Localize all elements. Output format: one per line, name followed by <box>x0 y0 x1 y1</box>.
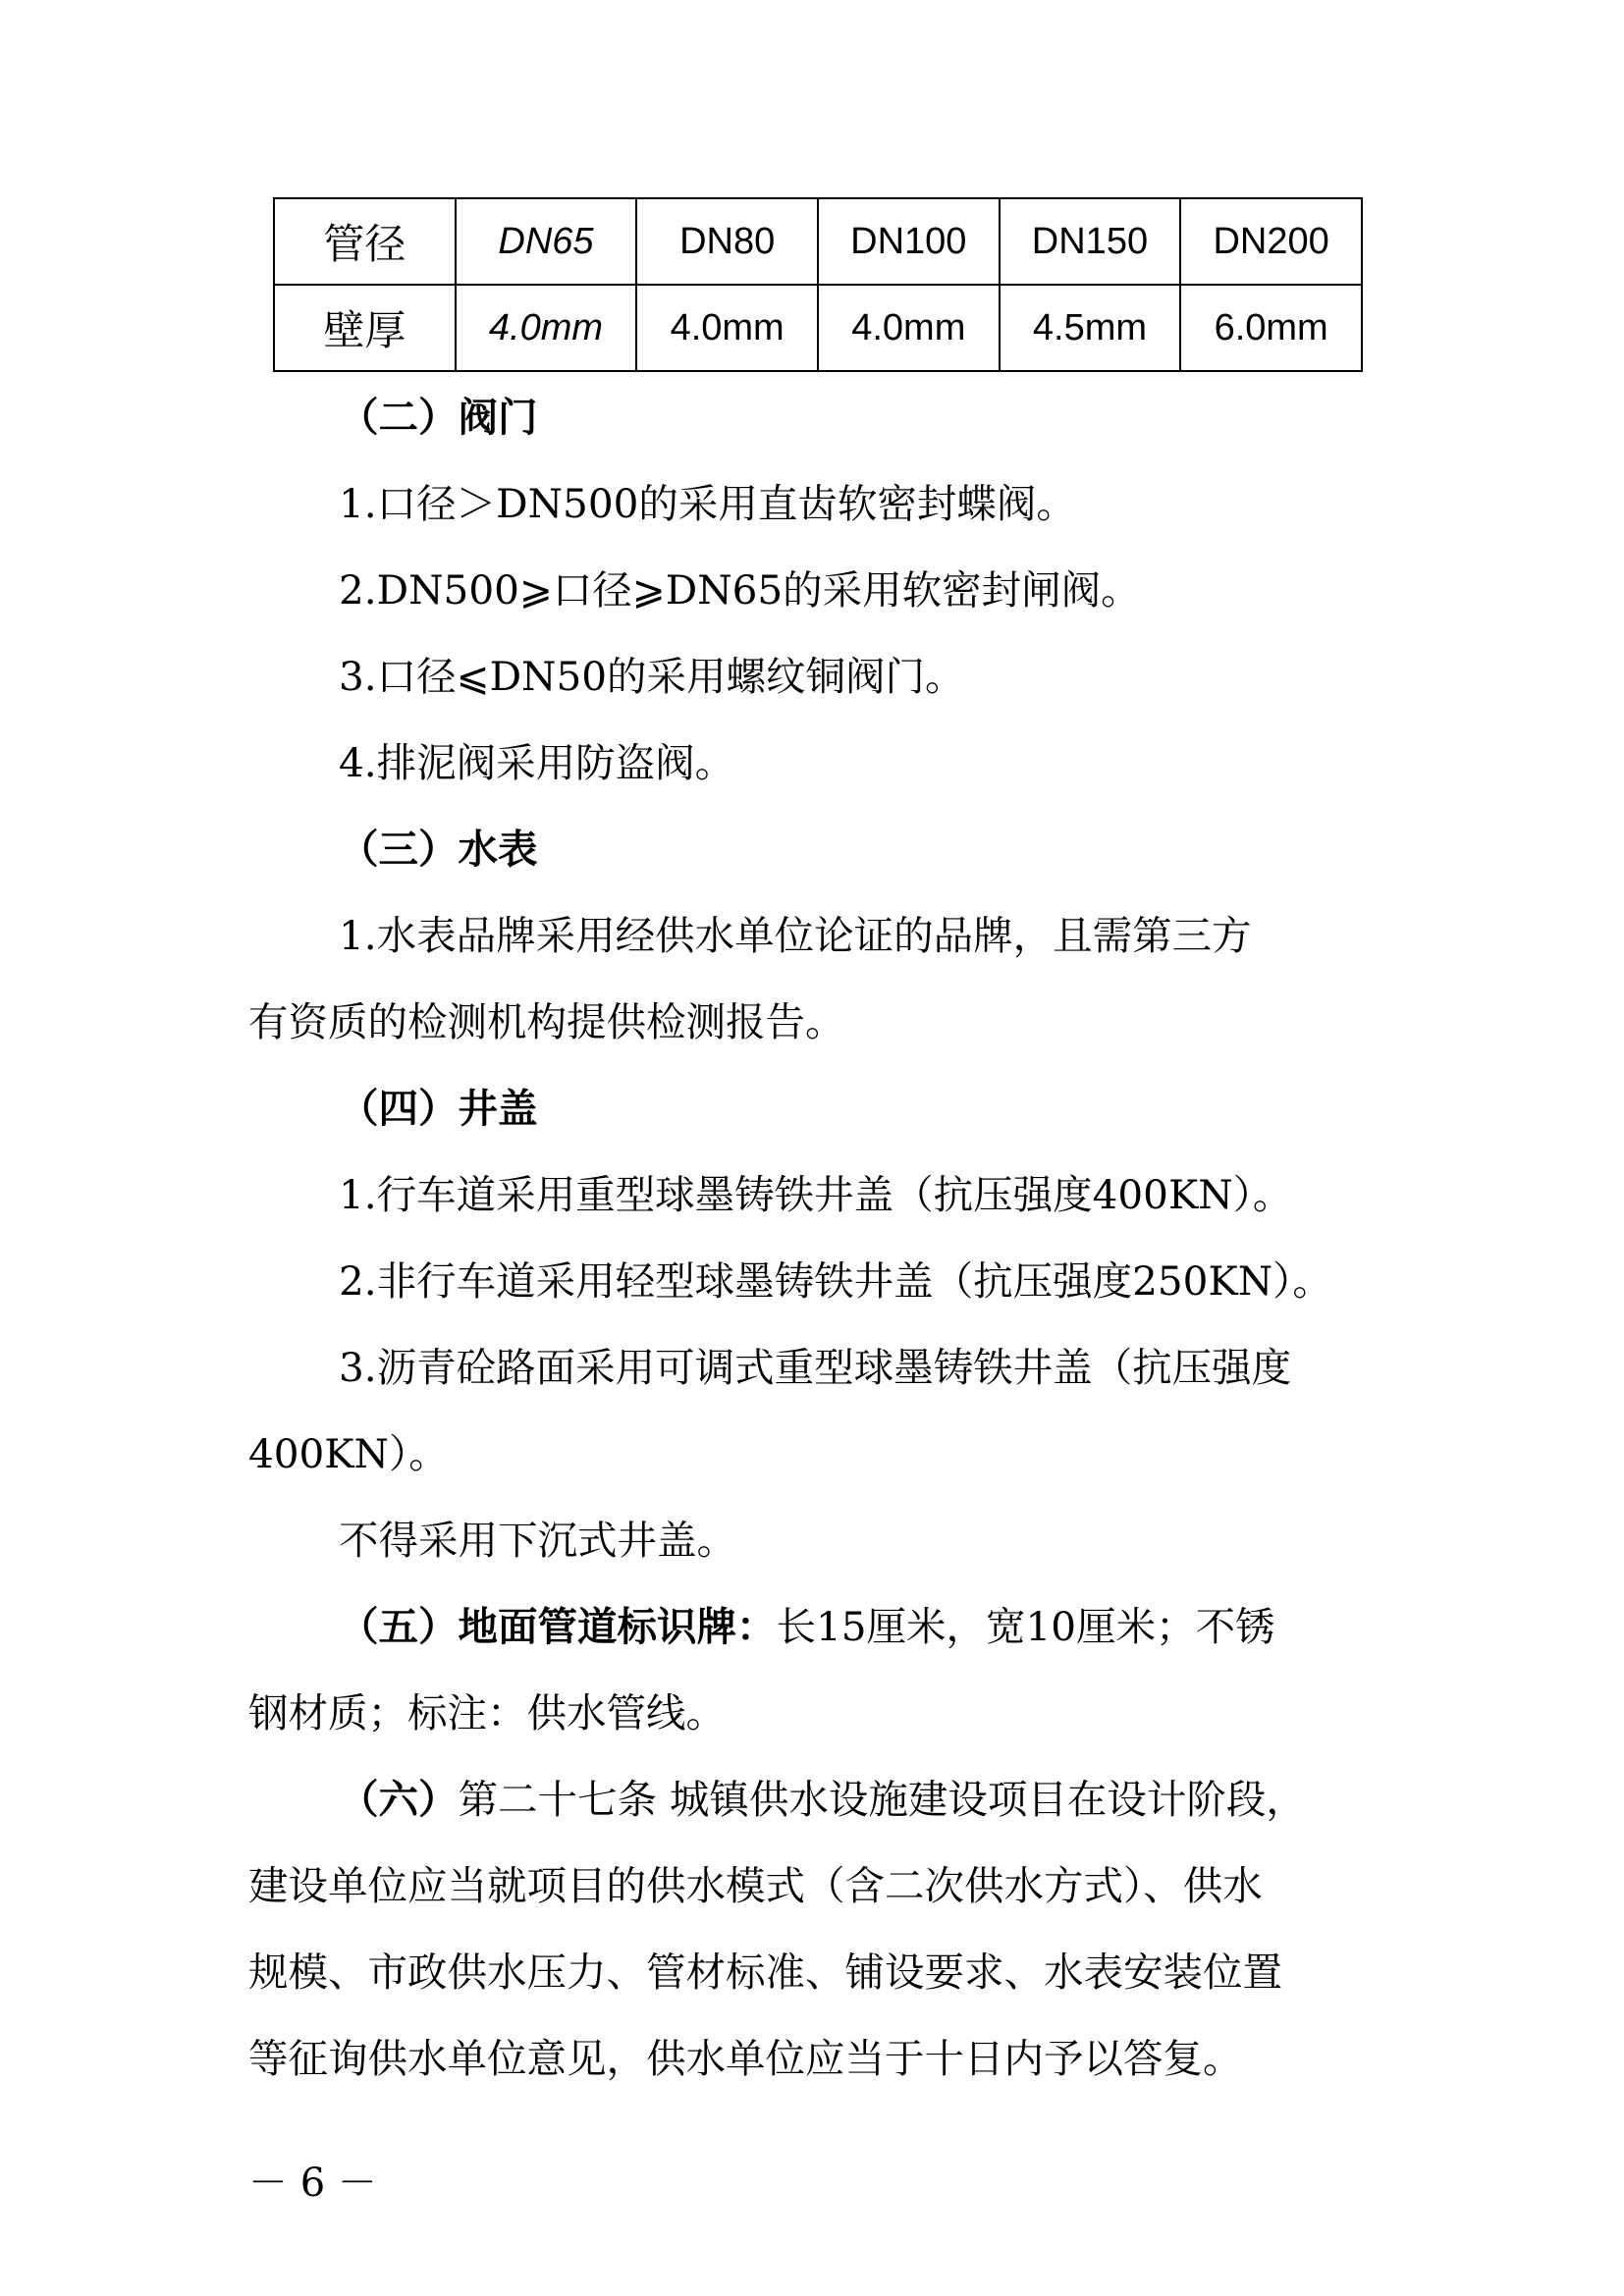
table-cell: 4.0mm <box>636 285 818 371</box>
cover-item-2: 2.非行车道采用轻型球墨铸铁井盖（抗压强度250KN）。 <box>339 1257 1332 1305</box>
table-cell: DN65 <box>456 198 637 285</box>
table-cell: 4.5mm <box>1000 285 1181 371</box>
table-cell: DN100 <box>818 198 1000 285</box>
cover-note: 不得采用下沉式井盖。 <box>339 1517 736 1564</box>
table-row-label: 壁厚 <box>274 285 456 371</box>
table-cell: DN80 <box>636 198 818 285</box>
article-text: 第二十七条 城镇供水设施建设项目在设计阶段， <box>458 1776 1306 1823</box>
meter-text-line-1: 1.水表品牌采用经供水单位论证的品牌，且需第三方 <box>339 912 1252 959</box>
table-cell: DN200 <box>1180 198 1362 285</box>
cover-item-3-line-1: 3.沥青砼路面采用可调式重型球墨铸铁井盖（抗压强度 <box>339 1344 1292 1391</box>
table-cell: 6.0mm <box>1180 285 1362 371</box>
sign-text: 长15厘米，宽10厘米；不锈 <box>776 1603 1275 1650</box>
section-heading-sign: （五）地面管道标识牌： <box>339 1603 777 1650</box>
valve-item-3: 3.口径⩽DN50的采用螺纹铜阀门。 <box>339 653 965 700</box>
section-heading-cover: （四）井盖 <box>339 1085 538 1132</box>
sign-paragraph-line-1 <box>339 1603 1275 1650</box>
article-line-3: 规模、市政供水压力、管材标准、铺设要求、水表安装位置 <box>248 1949 1282 1996</box>
table-cell: 4.0mm <box>818 285 1000 371</box>
meter-text-line-2: 有资质的检测机构提供检测报告。 <box>248 998 845 1045</box>
article-line-4: 等征询供水单位意见，供水单位应当于十日内予以答复。 <box>248 2035 1243 2082</box>
pipe-spec-table <box>273 197 1363 372</box>
cover-item-1: 1.行车道采用重型球墨铸铁井盖（抗压强度400KN）。 <box>339 1171 1293 1218</box>
table-row-label: 管径 <box>274 198 456 285</box>
sign-paragraph-line-2: 钢材质；标注：供水管线。 <box>248 1689 726 1736</box>
table-cell: DN150 <box>1000 198 1181 285</box>
article-line-1 <box>339 1776 1306 1823</box>
table-cell: 4.0mm <box>456 285 637 371</box>
section-heading-article: （六） <box>339 1776 459 1823</box>
cover-item-3-line-2: 400KN）。 <box>248 1430 449 1477</box>
table-row <box>274 285 1362 371</box>
table-row <box>274 198 1362 285</box>
valve-item-4: 4.排泥阀采用防盗阀。 <box>339 739 735 786</box>
valve-item-2: 2.DN500⩾口径⩾DN65的采用软密封闸阀。 <box>339 566 1141 614</box>
section-heading-valves: （二）阀门 <box>339 394 538 441</box>
section-heading-meter: （三）水表 <box>339 826 538 873</box>
page-number: － 6 － <box>248 2161 377 2206</box>
valve-item-1: 1.口径＞DN500的采用直齿软密封蝶阀。 <box>339 480 1076 527</box>
article-line-2: 建设单位应当就项目的供水模式（含二次供水方式）、供水 <box>248 1862 1263 1909</box>
